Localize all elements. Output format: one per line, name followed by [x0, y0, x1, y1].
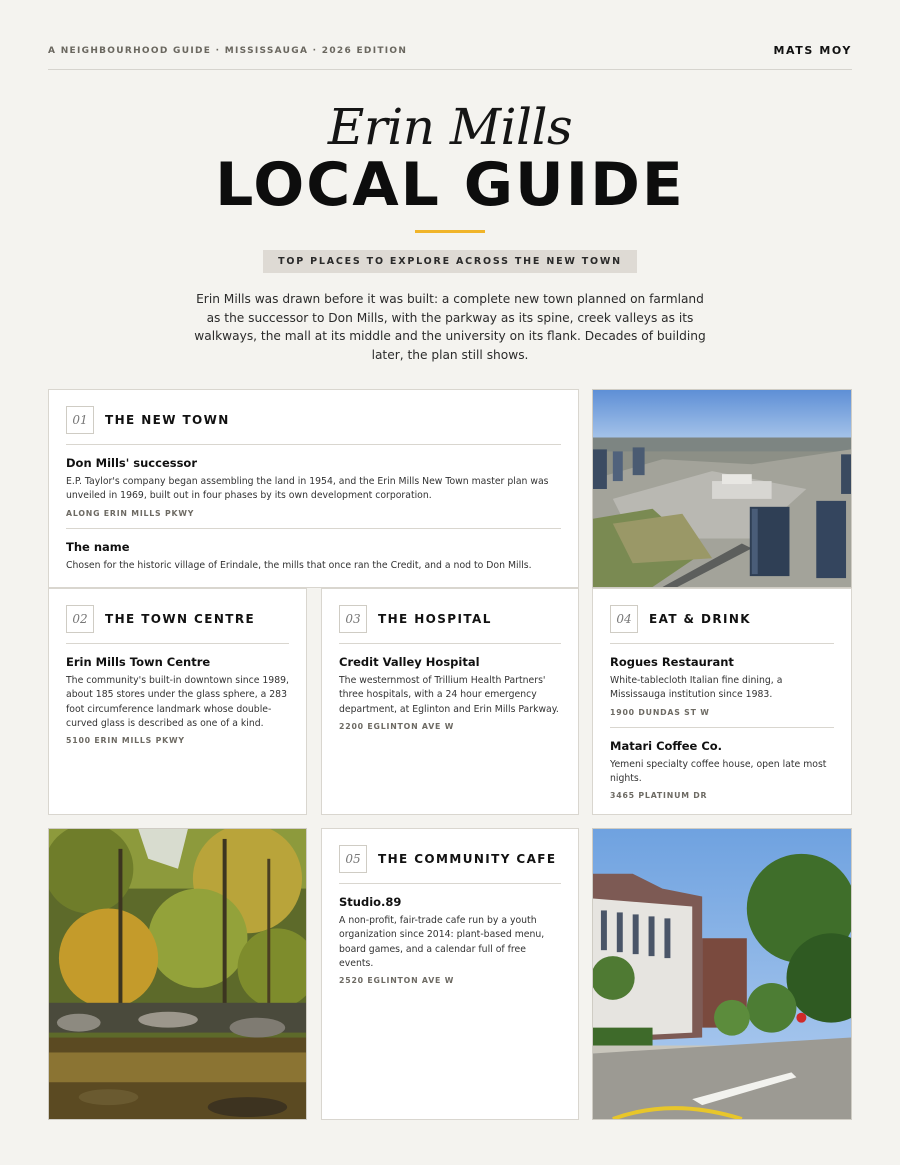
entry-address: 5100 ERIN MILLS PKWY [66, 736, 185, 746]
section-card-new-town [48, 389, 579, 588]
section-number: 05 [339, 845, 367, 873]
section-number: 03 [339, 605, 367, 633]
section-title: THE COMMUNITY CAFE [378, 852, 557, 866]
entry-description: The westernmost of Trillium Health Partners' three hospitals, with a 24 hour emergency department, at Eglinton and Erin Mills Parkway. [339, 675, 559, 715]
list-item [66, 644, 289, 745]
hero-script-title: Erin Mills [327, 98, 573, 156]
section-number: 01 [66, 406, 94, 434]
entry-name: Matari Coffee Co. [610, 738, 723, 753]
section-title: THE TOWN CENTRE [105, 612, 256, 626]
entry-name: Don Mills' successor [66, 456, 198, 470]
entry-description: Chosen for the historic village of Erindale, the mills that once ran the Credit, and a nod to Don Mills. [66, 559, 532, 571]
entry-name: Studio.89 [339, 895, 402, 909]
author-name: MATS MOY [773, 44, 852, 57]
list-item [339, 644, 561, 731]
entry-address: 1900 DUNDAS ST W [610, 707, 710, 717]
list-item [610, 727, 834, 801]
entry-address: 2520 EGLINTON AVE W [339, 976, 455, 986]
entry-description: A non-profit, fair-trade cafe run by a youth organization since 2014: plant-based menu, board games, and a calendar full of free events. [339, 915, 545, 969]
list-item [66, 528, 561, 573]
entry-description: White-tablecloth Italian fine dining, a Mississauga institution since 1983. [610, 675, 783, 701]
entry-name: Rogues Restaurant [610, 655, 734, 669]
list-item [66, 445, 561, 518]
entry-name: The name [66, 539, 130, 554]
entry-address: ALONG ERIN MILLS PKWY [66, 508, 195, 518]
top-bar [48, 44, 852, 70]
entry-description: E.P. Taylor's company began assembling the land in 1954, and the Erin Mills New Town master plan was unveiled in 1969, built out in four phases by its own development corporation. [66, 476, 549, 502]
section-title: THE NEW TOWN [105, 413, 230, 427]
hero-accent-rule [415, 230, 485, 233]
entry-name: Erin Mills Town Centre [66, 655, 211, 669]
entry-address: 3465 PLATINUM DR [610, 791, 708, 801]
section-title: EAT & DRINK [649, 612, 751, 626]
section-number: 04 [610, 605, 638, 633]
entry-description: The community's built-in downtown since 1989, about 185 stores under the glass sphere, a 283 foot circumference landmark whose double-curved glass is described as one of a kind. [66, 675, 290, 729]
entry-name: Credit Valley Hospital [339, 655, 480, 669]
section-card-town-centre [48, 588, 307, 815]
section-card-community-cafe [321, 828, 579, 1120]
list-item [339, 884, 561, 985]
hero-title: LOCAL GUIDE [215, 150, 685, 220]
section-title: THE HOSPITAL [378, 612, 492, 626]
section-number: 02 [66, 605, 94, 633]
town-centre-aerial-photo [592, 389, 852, 588]
entry-address: 2200 EGLINTON AVE W [339, 721, 455, 731]
tagline-banner: TOP PLACES TO EXPLORE ACROSS THE NEW TOWN [263, 250, 637, 273]
creek-valley-photo [48, 828, 307, 1120]
intro-paragraph: Erin Mills was drawn before it was built: a complete new town planned on farmland as the successor to Don Mills, with the parkway as its spine, creek valleys as its walkways, the mall at its middle and the university on its flank. Decades of building later, the plan still shows. [194, 292, 706, 362]
section-card-eat-drink [592, 588, 852, 815]
guide-kicker: A NEIGHBOURHOOD GUIDE · MISSISSAUGA · 2026 EDITION [48, 46, 408, 56]
entry-description: Yemeni specialty coffee house, open late most nights. [610, 758, 827, 784]
campus-street-photo [592, 828, 852, 1120]
list-item [610, 644, 834, 717]
section-card-hospital [321, 588, 579, 815]
